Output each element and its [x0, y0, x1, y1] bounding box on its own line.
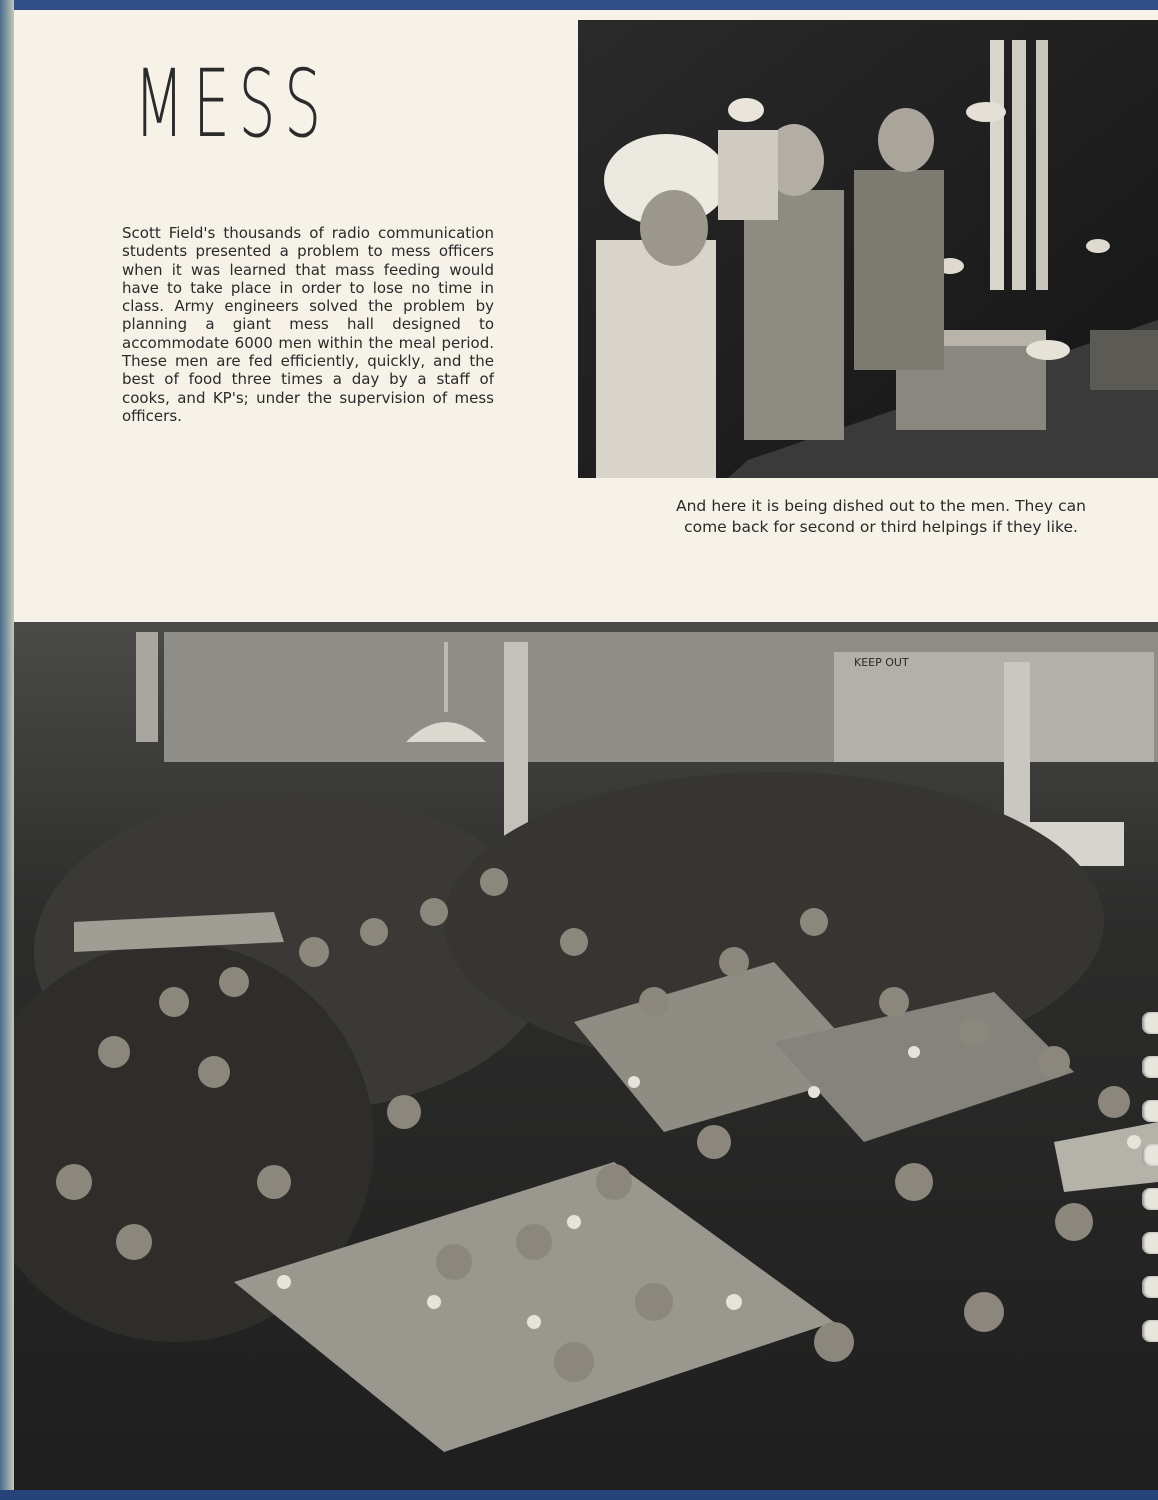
yearbook-page [14, 10, 1158, 1490]
book-cover-bottom-edge [0, 1490, 1158, 1500]
spiral-binding-ring [1142, 1144, 1158, 1166]
serving-line-photo [578, 20, 1158, 478]
keep-out-sign: KEEP OUT [854, 656, 909, 669]
photo-icon [578, 20, 1158, 478]
mess-hall-photo [14, 622, 1158, 1490]
book-cover-left-edge [0, 0, 14, 1500]
spiral-binding-ring [1142, 1012, 1158, 1034]
spiral-binding-ring [1142, 1056, 1158, 1078]
intro-paragraph: Scott Field's thousands of radio communication students presented a problem to mess officers when it was learned that mass feeding would have to take place in order to lose no time in class. Army engineers solved the problem by planning a giant mess hall designed to accommodate 6000 men within the meal period. These men are fed efficiently, quickly, and the best of food three times a day by a staff of cooks, and KP's; under the supervision of mess officers. [122, 224, 494, 425]
photo-caption: And here it is being dished out to the men. They can come back for second or third helpings if they like. [676, 497, 1086, 536]
spiral-binding-ring [1142, 1100, 1158, 1122]
spiral-binding-ring [1142, 1188, 1158, 1210]
book-cover-top-edge [0, 0, 1158, 10]
spiral-binding-ring [1142, 1276, 1158, 1298]
spiral-binding-ring [1142, 1232, 1158, 1254]
spiral-binding-ring [1142, 1320, 1158, 1342]
page-title: MESS [134, 50, 330, 159]
photo-icon [14, 622, 1158, 1490]
